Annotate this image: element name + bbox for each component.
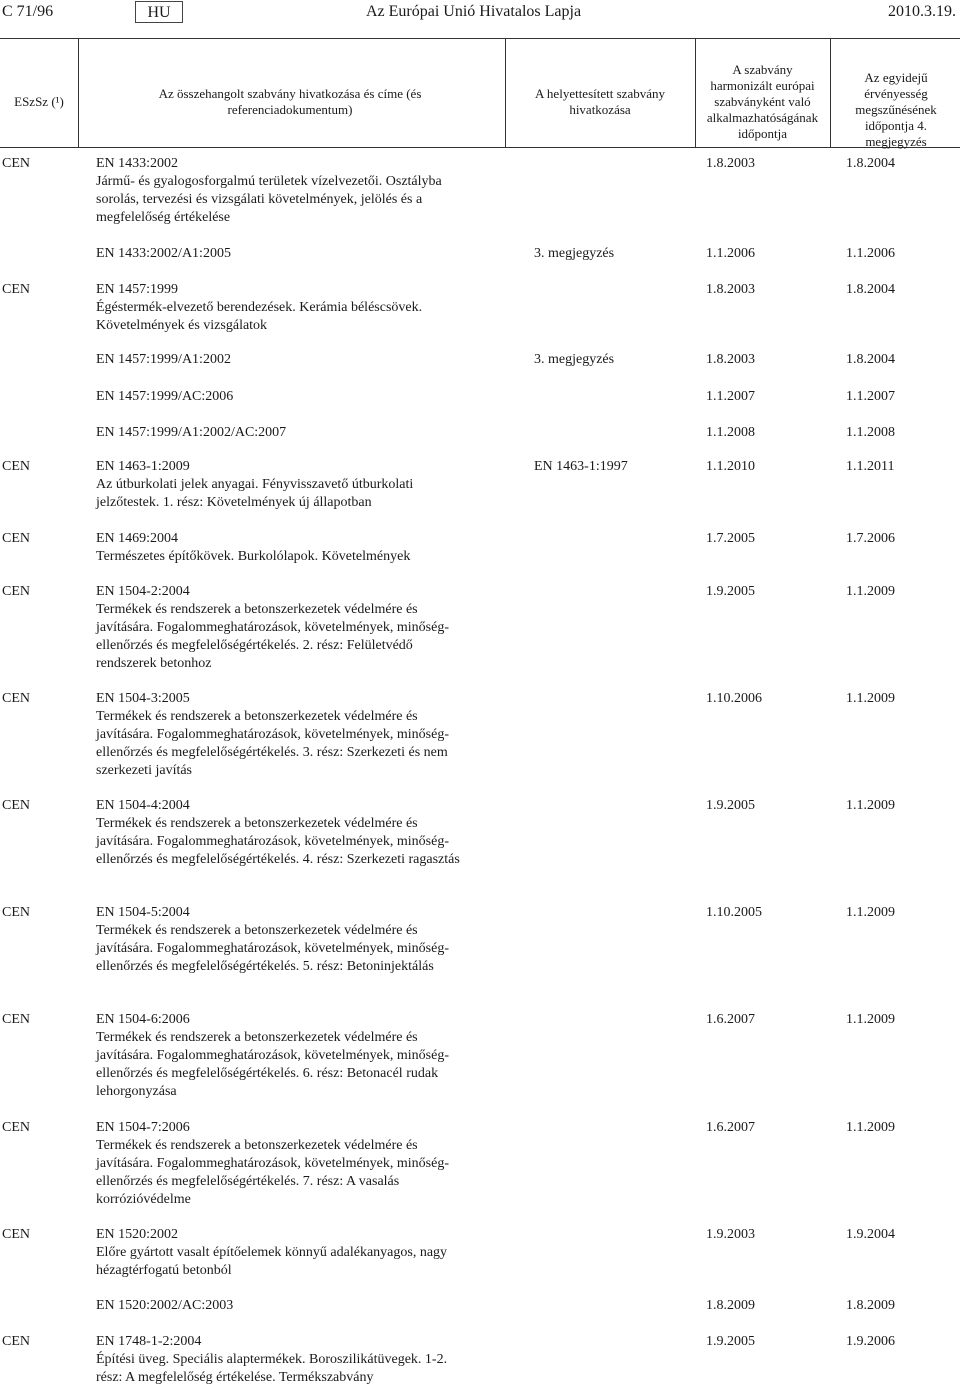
org-cell: CEN [2,584,30,599]
replaced-standard-cell: EN 1463-1:1997 [534,459,628,474]
standard-title: Előre gyártott vasalt építőelemek könnyű adalékanyagos, nagy hézagtérfogatú betonból [96,1245,448,1278]
page-header [0,0,960,26]
org-cell: CEN [2,905,30,920]
standard-reference: EN 1463-1:2009 [96,459,190,474]
standard-title: Építési üveg. Speciális alaptermékek. Boroszilikátüvegek. 1-2. rész: A megfelelőség értékelése. Termékszabvány [96,1352,448,1385]
cessation-date-cell: 1.8.2009 [846,1298,895,1313]
standard-reference: EN 1748-1-2:2004 [96,1334,202,1349]
standard-reference: EN 1457:1999/A1:2002 [96,352,231,367]
standard-reference: EN 1504-4:2004 [96,798,190,813]
journal-title: Az Európai Unió Hivatalos Lapja [366,3,582,20]
cessation-date-cell: 1.1.2009 [846,798,895,813]
standard-cell [96,351,476,369]
standard-cell [96,1119,476,1209]
org-cell: CEN [2,1120,30,1135]
standard-cell [96,690,476,780]
cessation-date-cell: 1.8.2004 [846,282,895,297]
standard-title: Természetes építőkövek. Burkolólapok. Követelmények [96,549,411,564]
standard-cell [96,530,476,566]
standard-title: Termékek és rendszerek a betonszerkezetek védelmére és javítására. Fogalommeghatározások, követelmények, minőség-ellenőrzés és megfelelőségértékelés. 3. rész: Szerkezeti és nem szerkezeti javítás [96,709,450,778]
applicability-date-cell: 1.1.2008 [706,425,755,440]
standard-cell [96,155,476,227]
replaced-standard-cell: 3. megjegyzés [534,246,615,261]
cessation-date-cell: 1.1.2007 [846,389,895,404]
standard-cell [96,797,476,869]
cessation-date-cell: 1.1.2008 [846,425,895,440]
applicability-date-cell: 1.8.2003 [706,352,755,367]
standard-reference: EN 1457:1999/AC:2006 [96,389,234,404]
standard-reference: EN 1520:2002/AC:2003 [96,1298,234,1313]
cessation-date-cell: 1.1.2009 [846,1012,895,1027]
cessation-date-cell: 1.1.2009 [846,584,895,599]
org-cell: CEN [2,282,30,297]
column-header-cessation-date: Az egyidejű érvényesség megszűnésének időpontja 4. megjegyzés [855,70,937,149]
cessation-date-cell: 1.1.2006 [846,246,895,261]
cessation-date-cell: 1.1.2009 [846,691,895,706]
applicability-date-cell: 1.6.2007 [706,1012,755,1027]
standard-reference: EN 1469:2004 [96,531,179,546]
cessation-date-cell: 1.1.2009 [846,905,895,920]
replaced-standard-cell: 3. megjegyzés [534,352,615,367]
applicability-date-cell: 1.8.2009 [706,1298,755,1313]
standard-reference: EN 1504-6:2006 [96,1012,190,1027]
standard-title: Jármű- és gyalogosforgalmú területek vízelvezetői. Osztályba sorolás, tervezési és vizsgálati követelmények, jelölés és a megfelelőség értékelése [96,174,442,225]
page-reference: C 71/96 [2,3,54,20]
column-divider [505,38,506,147]
cessation-date-cell: 1.8.2004 [846,156,895,171]
standard-cell [96,281,476,335]
cessation-date-cell: 1.1.2009 [846,1120,895,1135]
org-cell: CEN [2,1227,30,1242]
standard-title: Termékek és rendszerek a betonszerkezetek védelmére és javítására. Fogalommeghatározások, követelmények, minőség-ellenőrzés és megfelelőségértékelés. 5. rész: Betoninjektálás [96,923,450,974]
standard-cell [96,1226,476,1280]
standard-reference: EN 1504-5:2004 [96,905,190,920]
applicability-date-cell: 1.9.2005 [706,798,755,813]
standard-cell [96,904,476,976]
standard-cell [96,245,476,263]
standard-title: Termékek és rendszerek a betonszerkezetek védelmére és javítására. Fogalommeghatározások, követelmények, minőség-ellenőrzés és megfelelőségértékelés. 6. rész: Betonacél rudak lehorgonyzása [96,1030,450,1099]
applicability-date-cell: 1.10.2005 [706,905,762,920]
cessation-date-cell: 1.1.2011 [846,459,895,474]
org-cell: CEN [2,156,30,171]
org-cell: CEN [2,1012,30,1027]
standard-cell [96,424,476,442]
standard-title: Termékek és rendszerek a betonszerkezetek védelmére és javítására. Fogalommeghatározások, követelmények, minőség-ellenőrzés és megfelelőségértékelés. 4. rész: Szerkezeti ragasztás [96,816,460,867]
standard-reference: EN 1504-7:2006 [96,1120,190,1135]
table-header-rule [0,147,960,148]
standard-reference: EN 1504-2:2004 [96,584,190,599]
standard-cell [96,583,476,673]
standard-title: Termékek és rendszerek a betonszerkezetek védelmére és javítására. Fogalommeghatározások, követelmények, minőség-ellenőrzés és megfelelőségértékelés. 2. rész: Felületvédő rendszerek betonhoz [96,602,450,671]
applicability-date-cell: 1.8.2003 [706,282,755,297]
applicability-date-cell: 1.1.2010 [706,459,755,474]
language-badge: HU [135,1,183,23]
org-cell: CEN [2,1334,30,1349]
column-divider [695,38,696,147]
standard-reference: EN 1433:2002/A1:2005 [96,246,231,261]
org-cell: CEN [2,531,30,546]
applicability-date-cell: 1.1.2007 [706,389,755,404]
publication-date: 2010.3.19. [888,3,956,20]
applicability-date-cell: 1.10.2006 [706,691,762,706]
applicability-date-cell: 1.1.2006 [706,246,755,261]
cessation-date-cell: 1.7.2006 [846,531,895,546]
standard-cell [96,458,476,512]
applicability-date-cell: 1.9.2005 [706,1334,755,1349]
standard-cell [96,1011,476,1101]
applicability-date-cell: 1.8.2003 [706,156,755,171]
standard-title: Az útburkolati jelek anyagai. Fényvisszavető útburkolati jelzőtestek. 1. rész: Követelmények új állapotban [96,477,414,510]
column-divider [830,38,831,147]
standard-cell [96,1333,476,1387]
column-header-eszsz: ESzSz (¹) [14,94,64,109]
standard-reference: EN 1433:2002 [96,156,179,171]
standard-reference: EN 1504-3:2005 [96,691,190,706]
standard-cell [96,1297,476,1315]
column-header-standard: Az összehangolt szabvány hivatkozása és címe (és referenciadokumentum) [158,86,422,117]
applicability-date-cell: 1.6.2007 [706,1120,755,1135]
standard-reference: EN 1520:2002 [96,1227,179,1242]
org-cell: CEN [2,798,30,813]
standard-reference: EN 1457:1999 [96,282,179,297]
cessation-date-cell: 1.9.2004 [846,1227,895,1242]
standard-cell [96,388,476,406]
column-header-applicability-date: A szabvány harmonizált európai szabványként való alkalmazhatóságának időpontja [706,62,819,141]
standard-title: Égéstermék-elvezető berendezések. Kerámia béléscsövek. Követelmények és vizsgálatok [96,300,423,333]
applicability-date-cell: 1.9.2003 [706,1227,755,1242]
applicability-date-cell: 1.9.2005 [706,584,755,599]
cessation-date-cell: 1.9.2006 [846,1334,895,1349]
standard-title: Termékek és rendszerek a betonszerkezetek védelmére és javítására. Fogalommeghatározások, követelmények, minőség-ellenőrzés és megfelelőségértékelés. 7. rész: A vasalás korrózióvédelme [96,1138,450,1207]
org-cell: CEN [2,691,30,706]
column-divider [78,38,79,147]
cessation-date-cell: 1.8.2004 [846,352,895,367]
org-cell: CEN [2,459,30,474]
column-header-replaced: A helyettesített szabvány hivatkozása [535,86,665,117]
standard-reference: EN 1457:1999/A1:2002/AC:2007 [96,425,287,440]
table-top-rule [0,38,960,39]
applicability-date-cell: 1.7.2005 [706,531,755,546]
